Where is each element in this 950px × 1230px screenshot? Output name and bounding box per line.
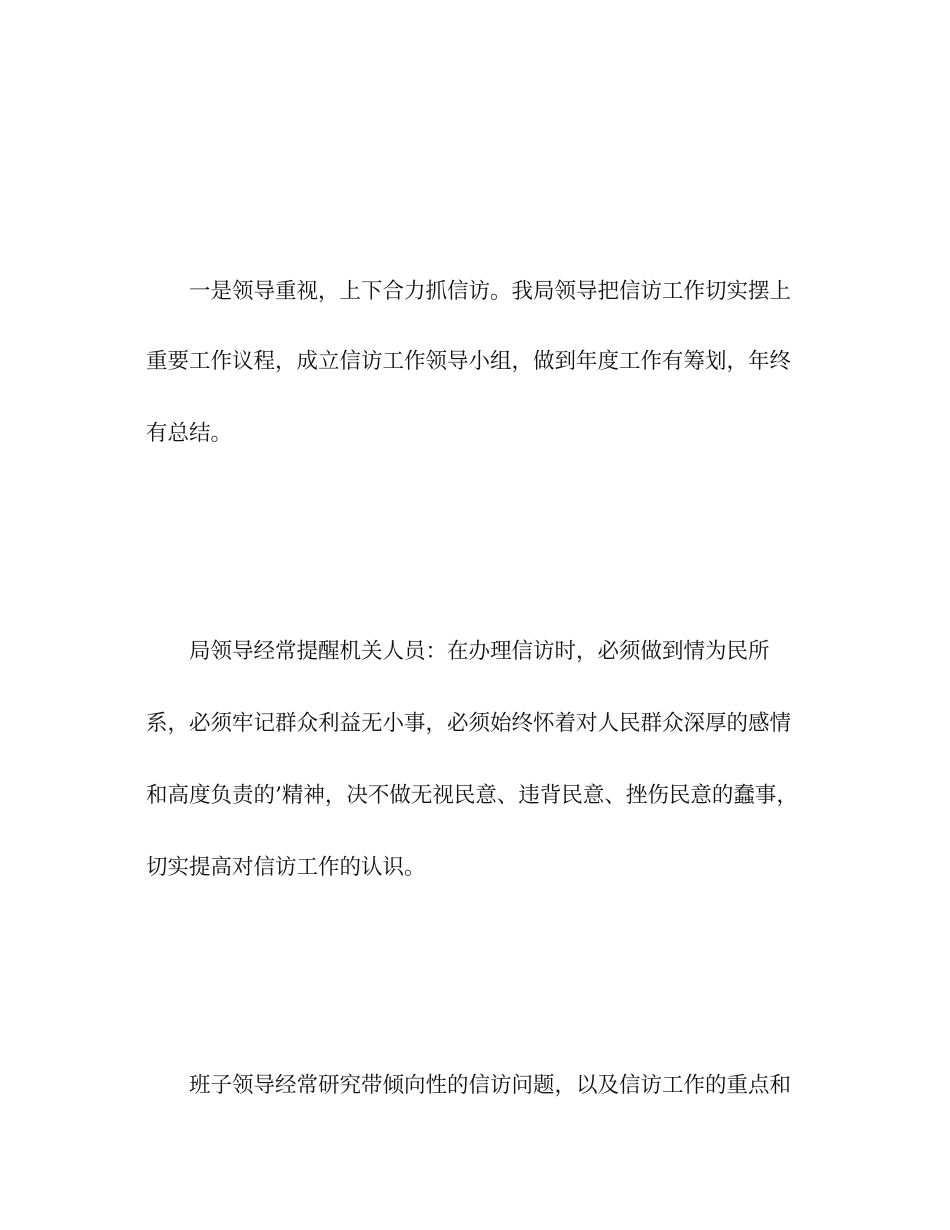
paragraph-2-line-2: 系，必须牢记群众利益无小事，必须始终怀着对人民群众深厚的感情 <box>146 711 792 736</box>
paragraph-1-line-3: 有总结。 <box>146 421 233 446</box>
paragraph-1-line-2: 重要工作议程，成立信访工作领导小组，做到年度工作有筹划，年终 <box>146 349 792 374</box>
paragraph-2-line-3: 和高度负责的’精神，决不做无视民意、违背民意、挫伤民意的蠢事， <box>146 783 798 808</box>
paragraph-3-line-1: 班子领导经常研究带倾向性的信访问题，以及信访工作的重点和 <box>189 1073 792 1098</box>
paragraph-2-line-1: 局领导经常提醒机关人员：在办理信访时，必须做到情为民所 <box>189 639 770 664</box>
paragraph-2-line-4: 切实提高对信访工作的认识。 <box>146 855 426 880</box>
paragraph-1-line-1: 一是领导重视，上下合力抓信访。我局领导把信访工作切实摆上 <box>189 279 792 304</box>
